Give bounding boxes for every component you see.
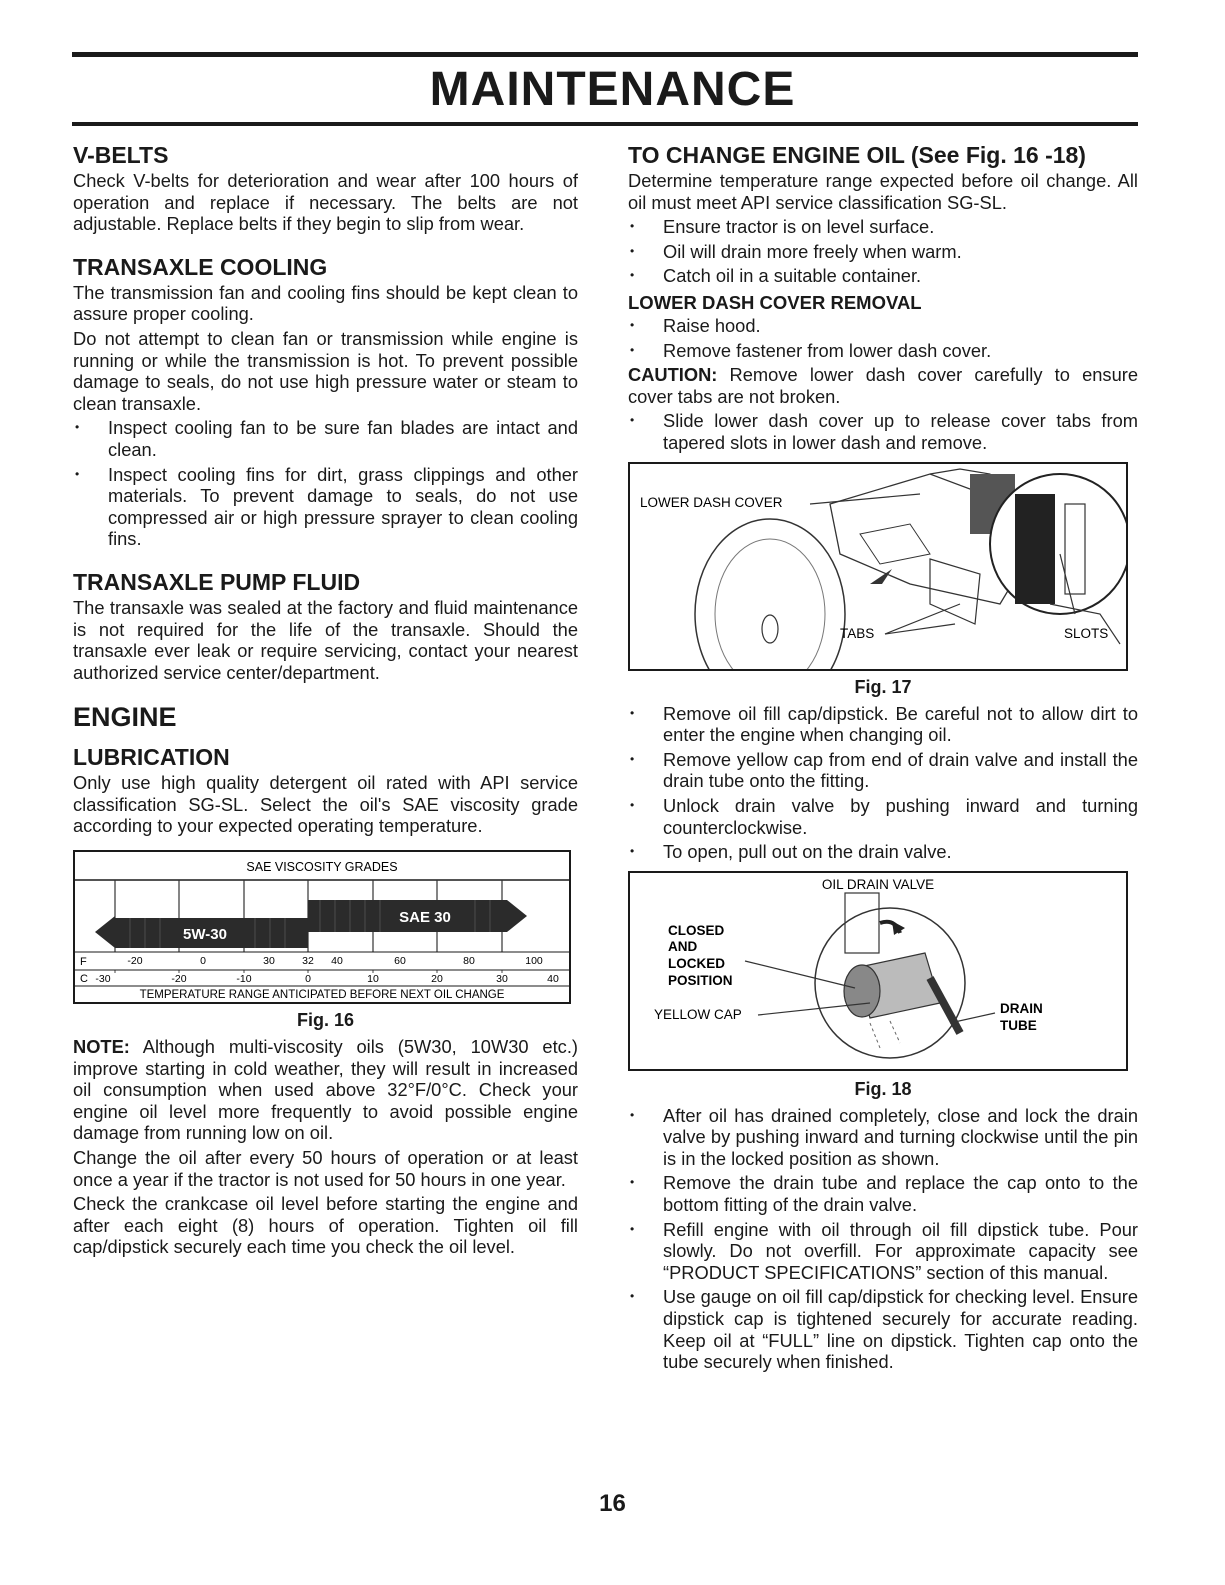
svg-text:LOCKED: LOCKED [668,955,725,971]
left-column [73,140,578,1261]
oil-change-interval: Change the oil after every 50 hours of operation or at least once a year if the tractor is not used for 50 hours in one year. [73,1147,578,1190]
svg-text:TUBE: TUBE [1000,1017,1037,1033]
list-item: • To open, pull out on the drain valve. [628,841,1138,863]
page-title: MAINTENANCE [429,63,796,116]
label-drain-tube [1000,1001,1043,1033]
fig16-footer: TEMPERATURE RANGE ANTICIPATED BEFORE NEXT OIL CHANGE [139,989,505,1002]
vbelts-text: Check V-belts for deterioration and wear after 100 hours of operation and replace if necessary. The belts are not adjustable. Replace belts if they begin to slip from wear. [73,170,578,235]
label-slots: SLOTS [1064,625,1109,641]
svg-text:100: 100 [525,955,543,968]
top-rule [72,52,1138,57]
list-item: • Raise hood. [628,315,1138,337]
note-label: NOTE: [73,1036,130,1058]
fig16-viscosity-chart [73,850,571,1004]
svg-text:0: 0 [200,955,206,968]
vbelts-heading: V-BELTS [73,142,169,168]
label-closed-locked-position [668,923,733,988]
cooling-p2: Do not attempt to clean fan or transmission while engine is running or while the transmission is hot. To prevent possible damage to seals, do not use high pressure water or steam to clean transaxle. [73,327,578,414]
pump-heading: TRANSAXLE PUMP FLUID [73,568,361,595]
fig17-caption: Fig. 17 [854,676,912,697]
finish-list [628,1105,1138,1373]
svg-text:80: 80 [463,955,475,968]
caution-label: CAUTION: [628,364,718,386]
fig17-dash-cover-illustration [628,462,1128,671]
fig16-caption: Fig. 16 [296,1010,354,1031]
caution-paragraph [628,364,1138,407]
f-ticks [127,955,543,967]
svg-text:60: 60 [394,955,406,968]
list-item: • Use gauge on oil fill cap/dipstick for checking level. Ensure dipstick cap is tightened securely for accurate reading. Keep oil at “FULL” line on dipstick. Tighten cap onto the tube securely when finished. [628,1286,1138,1372]
list-item: • Inspect cooling fins for dirt, grass clippings and other materials. To prevent damage to seals, do not use compressed air or high pressure sprayer to clean cooling fins. [73,464,578,550]
cooling-heading: TRANSAXLE COOLING [73,253,328,280]
lubrication-heading: LUBRICATION [73,744,230,771]
fig18-caption: Fig. 18 [854,1078,912,1099]
list-item: • Catch oil in a suitable container. [628,265,1138,287]
f-label: F [80,956,87,969]
dash-removal-heading: LOWER DASH COVER REMOVAL [628,291,922,313]
change-oil-heading: TO CHANGE ENGINE OIL (See Fig. 16 -18) [628,142,1086,168]
note-text: Although multi-viscosity oils (5W30, 10W30 etc.) improve starting in cold weather, they will result in increased oil consumption when used above 32°F/0°C. Check your engine oil level more frequently to avoid possible engine damage from running low on oil. [73,1036,578,1144]
change-oil-intro: Determine temperature range expected before oil change. All oil must meet API service classification SG-SL. [628,170,1138,213]
svg-text:CLOSED: CLOSED [668,922,725,938]
c-ticks [95,973,559,985]
list-item: • Remove oil fill cap/dipstick. Be careful not to allow dirt to enter the engine when changing oil. [628,703,1138,746]
svg-text:32: 32 [302,955,314,968]
5w30-label: 5W-30 [183,926,227,944]
list-item: • Remove yellow cap from end of drain valve and install the drain tube onto the fitting. [628,749,1138,792]
svg-text:30: 30 [496,973,508,986]
lubrication-text: Only use high quality detergent oil rated with API service classification SG-SL. Select the oil's SAE viscosity grade according to your expected operating temperature. [73,772,578,837]
svg-text:40: 40 [547,973,559,986]
svg-text:-20: -20 [171,973,187,986]
caution-text: Remove lower dash cover carefully to ensure cover tabs are not broken. [628,364,1138,407]
dash-list [628,315,1138,361]
fig18-drain-valve-illustration [628,871,1128,1071]
prep-list [628,216,1138,287]
svg-text:20: 20 [431,973,443,986]
list-item: • Ensure tractor is on level surface. [628,216,1138,238]
fig18-title: OIL DRAIN VALVE [821,876,935,892]
svg-text:30: 30 [263,955,275,968]
svg-text:-10: -10 [236,973,252,986]
sae30-label: SAE 30 [399,909,451,927]
list-item: • Remove fastener from lower dash cover. [628,340,1138,362]
slide-list [628,410,1138,453]
list-item: • Refill engine with oil through oil fill dipstick tube. Pour slowly. Do not overfill. For approximate capacity see “PRODUCT SPECIFICATIONS” section of this manual. [628,1219,1138,1284]
label-tabs: TABS [840,625,875,641]
right-column [628,140,1138,1376]
svg-text:-20: -20 [127,955,143,968]
label-yellow-cap: YELLOW CAP [654,1006,742,1022]
drain-list [628,703,1138,863]
label-lower-dash-cover: LOWER DASH COVER [640,494,783,510]
svg-text:POSITION: POSITION [668,972,733,988]
svg-text:40: 40 [331,955,343,968]
list-item: • Inspect cooling fan to be sure fan blades are intact and clean. [73,417,578,460]
engine-heading: ENGINE [73,702,177,733]
c-label: C [80,973,88,986]
svg-text:DRAIN: DRAIN [1000,1000,1043,1016]
svg-text:0: 0 [305,973,311,986]
title-rule [72,122,1138,126]
list-item: • Oil will drain more freely when warm. [628,241,1138,263]
list-item: • Slide lower dash cover up to release cover tabs from tapered slots in lower dash and remove. [628,410,1138,453]
cooling-p1: The transmission fan and cooling fins should be kept clean to assure proper cooling. [73,281,578,325]
cooling-list [73,417,578,550]
fig16-title: SAE VISCOSITY GRADES [246,860,398,875]
note-paragraph [73,1036,578,1144]
pump-text: The transaxle was sealed at the factory and fluid maintenance is not required for the life of the transaxle. Should the transaxle ever leak or require servicing, contact your nearest authorized service center/department. [73,596,578,683]
svg-text:10: 10 [367,973,379,986]
svg-text:-30: -30 [95,973,111,986]
page-number: 16 [599,1490,626,1517]
svg-text:AND: AND [668,938,698,954]
list-item: • After oil has drained completely, close and lock the drain valve by pushing inward and turning clockwise until the pin is in the locked position as shown. [628,1105,1138,1170]
oil-check-interval: Check the crankcase oil level before starting the engine and after each eight (8) hours of operation. Tighten oil fill cap/dipstick securely each time you check the oil level. [73,1193,578,1258]
list-item: • Unlock drain valve by pushing inward and turning counterclockwise. [628,795,1138,838]
list-item: • Remove the drain tube and replace the cap onto to the bottom fitting of the drain valve. [628,1172,1138,1215]
